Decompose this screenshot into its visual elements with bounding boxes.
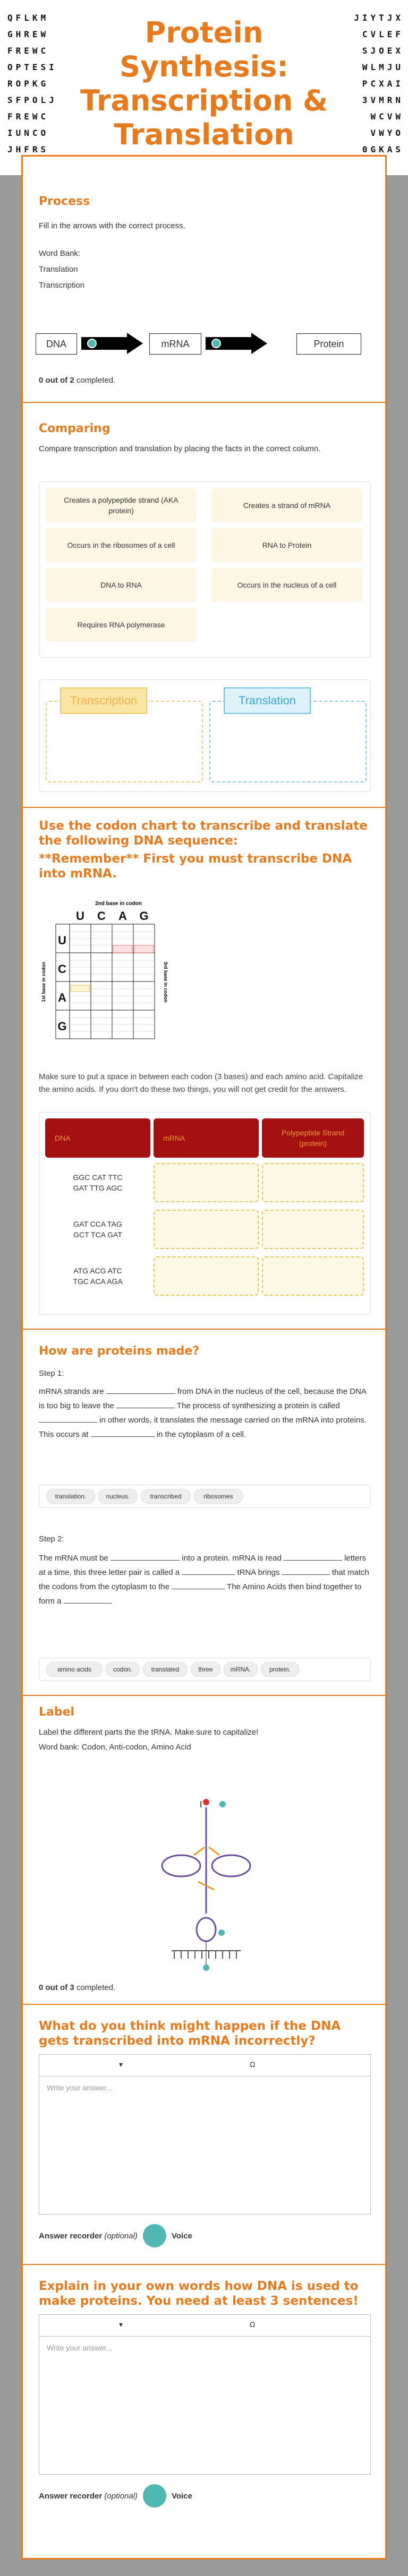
align-icon[interactable]: ▾ <box>119 2060 123 2069</box>
word-search-right: JIYTJX CVLEF SJOEX WLMJU PCXAI 3VMRN WCVW VWYO 0GKAS <box>354 13 404 154</box>
protein-answer-slot[interactable] <box>262 1256 364 1296</box>
divider <box>23 2264 388 2265</box>
dna-box: DNA <box>36 333 77 355</box>
codon-instruction: Make sure to put a space in between each codon (3 bases) and each amino acid. Capitalize the amino acids. If you don't do these two things, you will not get credit for the answers. <box>39 1072 363 1094</box>
question-1-heading: What do you think might happen if the DNA gets transcribed into mRNA incorrectly? <box>39 2019 341 2048</box>
divider <box>23 807 388 808</box>
process-score-count: 0 out of 2 <box>39 376 74 385</box>
label-word-bank: Word bank: Codon, Anti-codon, Amino Acid <box>39 1743 191 1752</box>
step2-label: Step 2: <box>39 1535 64 1544</box>
step2-blank[interactable] <box>284 1553 342 1561</box>
step1-blank[interactable] <box>106 1386 175 1394</box>
comparing-heading: Comparing <box>39 422 110 435</box>
fact-card[interactable]: Creates a strand of mRNA <box>211 488 362 522</box>
fact-card[interactable]: Requires RNA polymerase <box>46 608 197 642</box>
process-heading: Process <box>39 195 90 208</box>
amino-acid-label-target[interactable] <box>219 1801 226 1807</box>
mrna-answer-slot[interactable] <box>154 1163 259 1202</box>
label-instruction: Label the different parts the the tRNA. Make sure to capitalize! <box>39 1728 259 1737</box>
mrna-column-header: mRNA <box>154 1118 259 1158</box>
codon-first-base: G <box>57 1020 67 1033</box>
label-section <box>39 1705 370 1754</box>
word-chip[interactable]: protein. <box>261 1662 299 1677</box>
page-title <box>74 16 334 152</box>
mrna-box: mRNA <box>149 333 201 355</box>
answer-recorder-1 <box>39 2224 192 2247</box>
recorder-optional: (optional) <box>104 2491 138 2501</box>
word-chip[interactable]: amino acids <box>46 1662 103 1677</box>
step1-blank[interactable] <box>39 1415 97 1423</box>
codon-first-base: A <box>58 991 66 1004</box>
question-1 <box>39 2019 370 2048</box>
fact-card[interactable]: Creates a polypeptide strand (AKA protein) <box>46 488 197 522</box>
question-2-heading: Explain in your own words how DNA is used to make proteins. You need at least 3 sentences! <box>39 2279 359 2308</box>
step2-text-part: letters at a time, this three letter pair is called a <box>39 1554 367 1577</box>
codon-first-base: C <box>58 962 66 976</box>
codon-chart <box>39 900 193 1048</box>
protein-answer-slot[interactable] <box>262 1210 364 1249</box>
editor-toolbar <box>39 2055 370 2077</box>
divider <box>23 2004 388 2005</box>
label-heading: Label <box>39 1705 75 1719</box>
word-chip[interactable]: nucleus. <box>98 1489 138 1504</box>
title-line-3: Transcription & <box>80 84 328 117</box>
codon-chart-left-label: 1st base in codon <box>41 961 46 1003</box>
title-line-1: Protein <box>144 16 264 49</box>
step1-text <box>39 1384 370 1442</box>
fact-card[interactable]: Occurs in the nucleus of a cell <box>211 568 362 602</box>
step1-text-part: mRNA strands are <box>39 1387 104 1396</box>
process-section <box>39 195 370 292</box>
omega-icon[interactable]: Ω <box>250 2060 256 2069</box>
comparing-instruction: Compare transcription and translation by placing the facts in the correct column. <box>39 444 321 453</box>
codon-second-base: C <box>97 909 106 923</box>
codon-second-base: G <box>139 909 149 923</box>
process-score-suffix: completed. <box>74 376 116 385</box>
step2-section <box>39 1533 370 1608</box>
process-arrow-2[interactable] <box>206 333 268 354</box>
recorder-label: Answer recorder <box>39 2231 103 2241</box>
word-bank-item: Translation <box>39 265 78 274</box>
codon-heading: Use the codon chart to transcribe and translate the following DNA sequence: <box>39 819 368 848</box>
divider <box>23 1329 388 1330</box>
step2-text <box>39 1551 370 1608</box>
worksheet-card <box>21 155 387 2560</box>
omega-icon[interactable]: Ω <box>250 2320 256 2329</box>
recorder-label: Answer recorder <box>39 2491 103 2501</box>
microphone-icon[interactable] <box>143 2224 166 2247</box>
title-line-4: Translation <box>114 118 294 151</box>
label-score <box>39 1981 115 1994</box>
step1-text-part: in other words, it translates the message carried on the mRNA into proteins. This occurs at <box>39 1416 367 1439</box>
protein-column-header: Polypeptide Strand (protein) <box>262 1118 364 1158</box>
step2-text-part: The mRNA must be <box>39 1554 108 1563</box>
anticodon-label-target[interactable] <box>203 1965 209 1971</box>
fact-card[interactable]: Occurs in the ribosomes of a cell <box>46 528 197 562</box>
how-section <box>39 1345 370 1442</box>
word-chip[interactable]: transcribed <box>141 1489 191 1504</box>
step2-blank[interactable] <box>110 1553 180 1561</box>
dna-sequence: ATG ACG ATC TGC ACA AGA <box>73 1267 123 1286</box>
step1-text-part: in the cytoplasm of a cell. <box>156 1430 246 1439</box>
word-chip[interactable]: ribosomes <box>194 1489 243 1504</box>
transcription-column-label: Transcription <box>60 687 147 714</box>
codon-chart-right-label: 3rd base in codon <box>163 961 168 1003</box>
step1-label: Step 1: <box>39 1369 64 1378</box>
amino-acid-icon <box>203 1799 209 1805</box>
step2-blank[interactable] <box>64 1596 112 1604</box>
step1-text-part: from DNA in the nucleus of the cell, because the DNA is too big to leave the <box>39 1387 367 1410</box>
protein-answer-slot[interactable] <box>262 1163 364 1202</box>
editor-toolbar <box>39 2315 370 2337</box>
answer-box-1[interactable] <box>39 2054 371 2215</box>
step1-blank[interactable] <box>116 1400 175 1408</box>
step2-text-part: that match the codons from the cytoplasm to the <box>39 1568 369 1591</box>
recorder-optional: (optional) <box>104 2231 138 2241</box>
dna-sequence: GGC CAT TTC GAT TTG AGC <box>73 1173 123 1192</box>
comparing-section <box>39 422 370 455</box>
word-chip[interactable]: mRNA. <box>224 1662 258 1677</box>
answer-placeholder: Write your answer... <box>47 2344 113 2352</box>
label-score-suffix: completed. <box>74 1983 116 1992</box>
step2-blank[interactable] <box>172 1581 225 1589</box>
fact-card[interactable]: RNA to Protein <box>211 528 362 562</box>
dna-column-header: DNA <box>45 1118 150 1158</box>
answer-box-2[interactable] <box>39 2314 371 2475</box>
process-score <box>39 374 115 387</box>
step2-blank[interactable] <box>282 1567 330 1575</box>
answer-recorder-2 <box>39 2484 192 2508</box>
label-score-count: 0 out of 3 <box>39 1983 74 1992</box>
step2-text-part: The Amino Acids then bind together to form a <box>39 1582 362 1606</box>
word-search-left: QFLKM GHREW FREWC OPTESI ROPKG SFPOLJ FREWC IUNCO JHFRS <box>7 13 57 154</box>
process-arrow-1[interactable] <box>81 333 144 354</box>
step2-text-part: tRNA brings <box>237 1568 280 1577</box>
step2-blank[interactable] <box>182 1567 235 1575</box>
fact-card[interactable]: DNA to RNA <box>46 568 197 602</box>
divider <box>23 1695 388 1696</box>
question-2 <box>39 2279 370 2308</box>
protein-box: Protein <box>296 333 361 355</box>
codon-second-base: U <box>76 909 84 923</box>
dna-sequence: GAT CCA TAG GCT TCA GAT <box>73 1220 122 1239</box>
voice-label: Voice <box>171 2231 192 2241</box>
page-header <box>0 0 408 175</box>
mrna-answer-slot[interactable] <box>154 1256 259 1296</box>
step2-text-part: into a protein. mRNA is read <box>182 1554 282 1563</box>
codon-remember: **Remember** First you must transcribe DNA into mRNA. <box>39 852 352 881</box>
word-chip[interactable]: three <box>191 1662 220 1677</box>
trna-diagram <box>156 1797 257 1972</box>
title-line-2: Synthesis: <box>120 50 288 83</box>
codon-label-target[interactable] <box>218 1929 225 1936</box>
word-chip[interactable]: translation. <box>46 1489 95 1504</box>
word-bank-label: Word Bank: <box>39 249 81 258</box>
mrna-answer-slot[interactable] <box>154 1210 259 1249</box>
align-icon[interactable]: ▾ <box>119 2320 123 2329</box>
step1-text-part: The process of synthesizing a protein is called <box>176 1401 340 1410</box>
how-heading: How are proteins made? <box>39 1345 200 1358</box>
process-instruction: Fill in the arrows with the correct process. <box>39 221 185 230</box>
word-chip[interactable]: translated <box>143 1662 188 1677</box>
translation-column-label: Translation <box>224 687 311 714</box>
microphone-icon[interactable] <box>143 2484 166 2508</box>
codon-section <box>39 819 370 881</box>
step1-blank[interactable] <box>91 1429 155 1437</box>
word-bank-item: Transcription <box>39 281 85 290</box>
word-chip[interactable]: codon. <box>106 1662 140 1677</box>
codon-second-base: A <box>118 909 127 923</box>
divider <box>23 402 388 403</box>
codon-chart-title: 2nd base in codon <box>95 901 142 907</box>
answer-placeholder: Write your answer... <box>47 2083 113 2092</box>
codon-first-base: U <box>58 934 66 947</box>
voice-label: Voice <box>171 2491 192 2501</box>
